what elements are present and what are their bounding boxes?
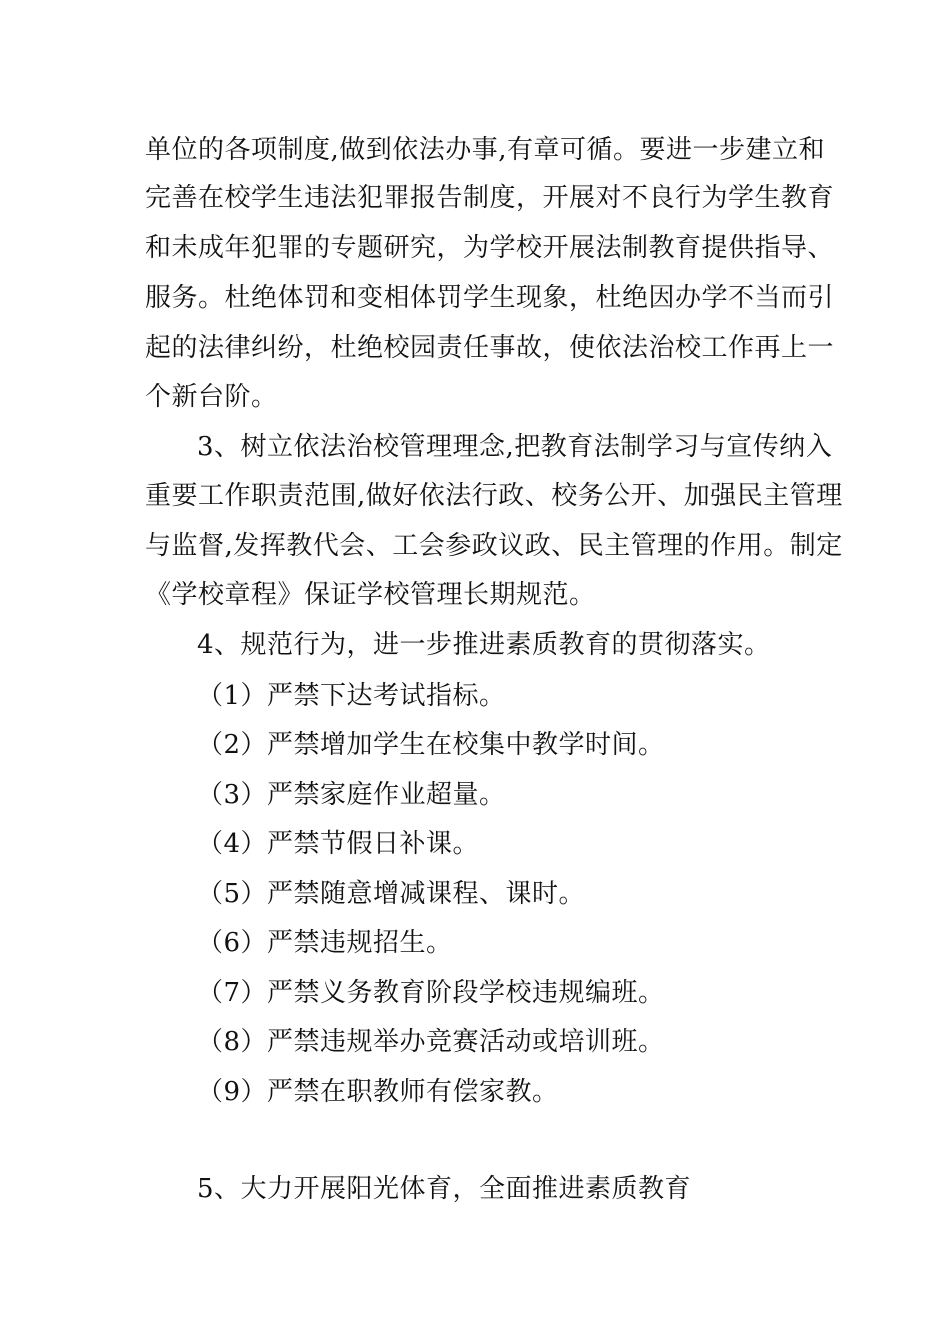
paragraph-line: 完善在校学生违法犯罪报告制度，开展对不良行为学生教育: [145, 183, 835, 213]
section-4-heading: 4、规范行为，进一步推进素质教育的贯彻落实。: [197, 630, 771, 660]
list-item: （1）严禁下达考试指标。: [197, 681, 506, 711]
paragraph-line: 重要工作职责范围,做好依法行政、校务公开、加强民主管理: [145, 481, 843, 511]
list-item: （6）严禁违规招生。: [197, 928, 453, 958]
list-item: （9）严禁在职教师有偿家教。: [197, 1077, 559, 1107]
paragraph-line: 《学校章程》保证学校管理长期规范。: [145, 580, 596, 610]
list-item: （7）严禁义务教育阶段学校违规编班。: [197, 978, 665, 1008]
section-3-heading: 3、树立依法治校管理理念,把教育法制学习与宣传纳入: [197, 432, 833, 462]
paragraph-line: 起的法律纠纷，杜绝校园责任事故，使依法治校工作再上一: [145, 333, 835, 363]
paragraph-line: 个新台阶。: [145, 382, 278, 412]
list-item: （2）严禁增加学生在校集中教学时间。: [197, 730, 665, 760]
list-item: （3）严禁家庭作业超量。: [197, 780, 506, 810]
list-item: （4）严禁节假日补课。: [197, 829, 480, 859]
paragraph-line: 服务。杜绝体罚和变相体罚学生现象，杜绝因办学不当而引: [145, 283, 835, 313]
section-5-heading: 5、大力开展阳光体育，全面推进素质教育: [197, 1174, 692, 1204]
paragraph-line: 单位的各项制度,做到依法办事,有章可循。要进一步建立和: [145, 135, 826, 165]
list-item: （5）严禁随意增减课程、课时。: [197, 879, 586, 909]
paragraph-line: 和未成年犯罪的专题研究，为学校开展法制教育提供指导、: [145, 233, 835, 263]
list-item: （8）严禁违规举办竞赛活动或培训班。: [197, 1027, 665, 1057]
paragraph-line: 与监督,发挥教代会、工会参政议政、民主管理的作用。制定: [145, 531, 843, 561]
